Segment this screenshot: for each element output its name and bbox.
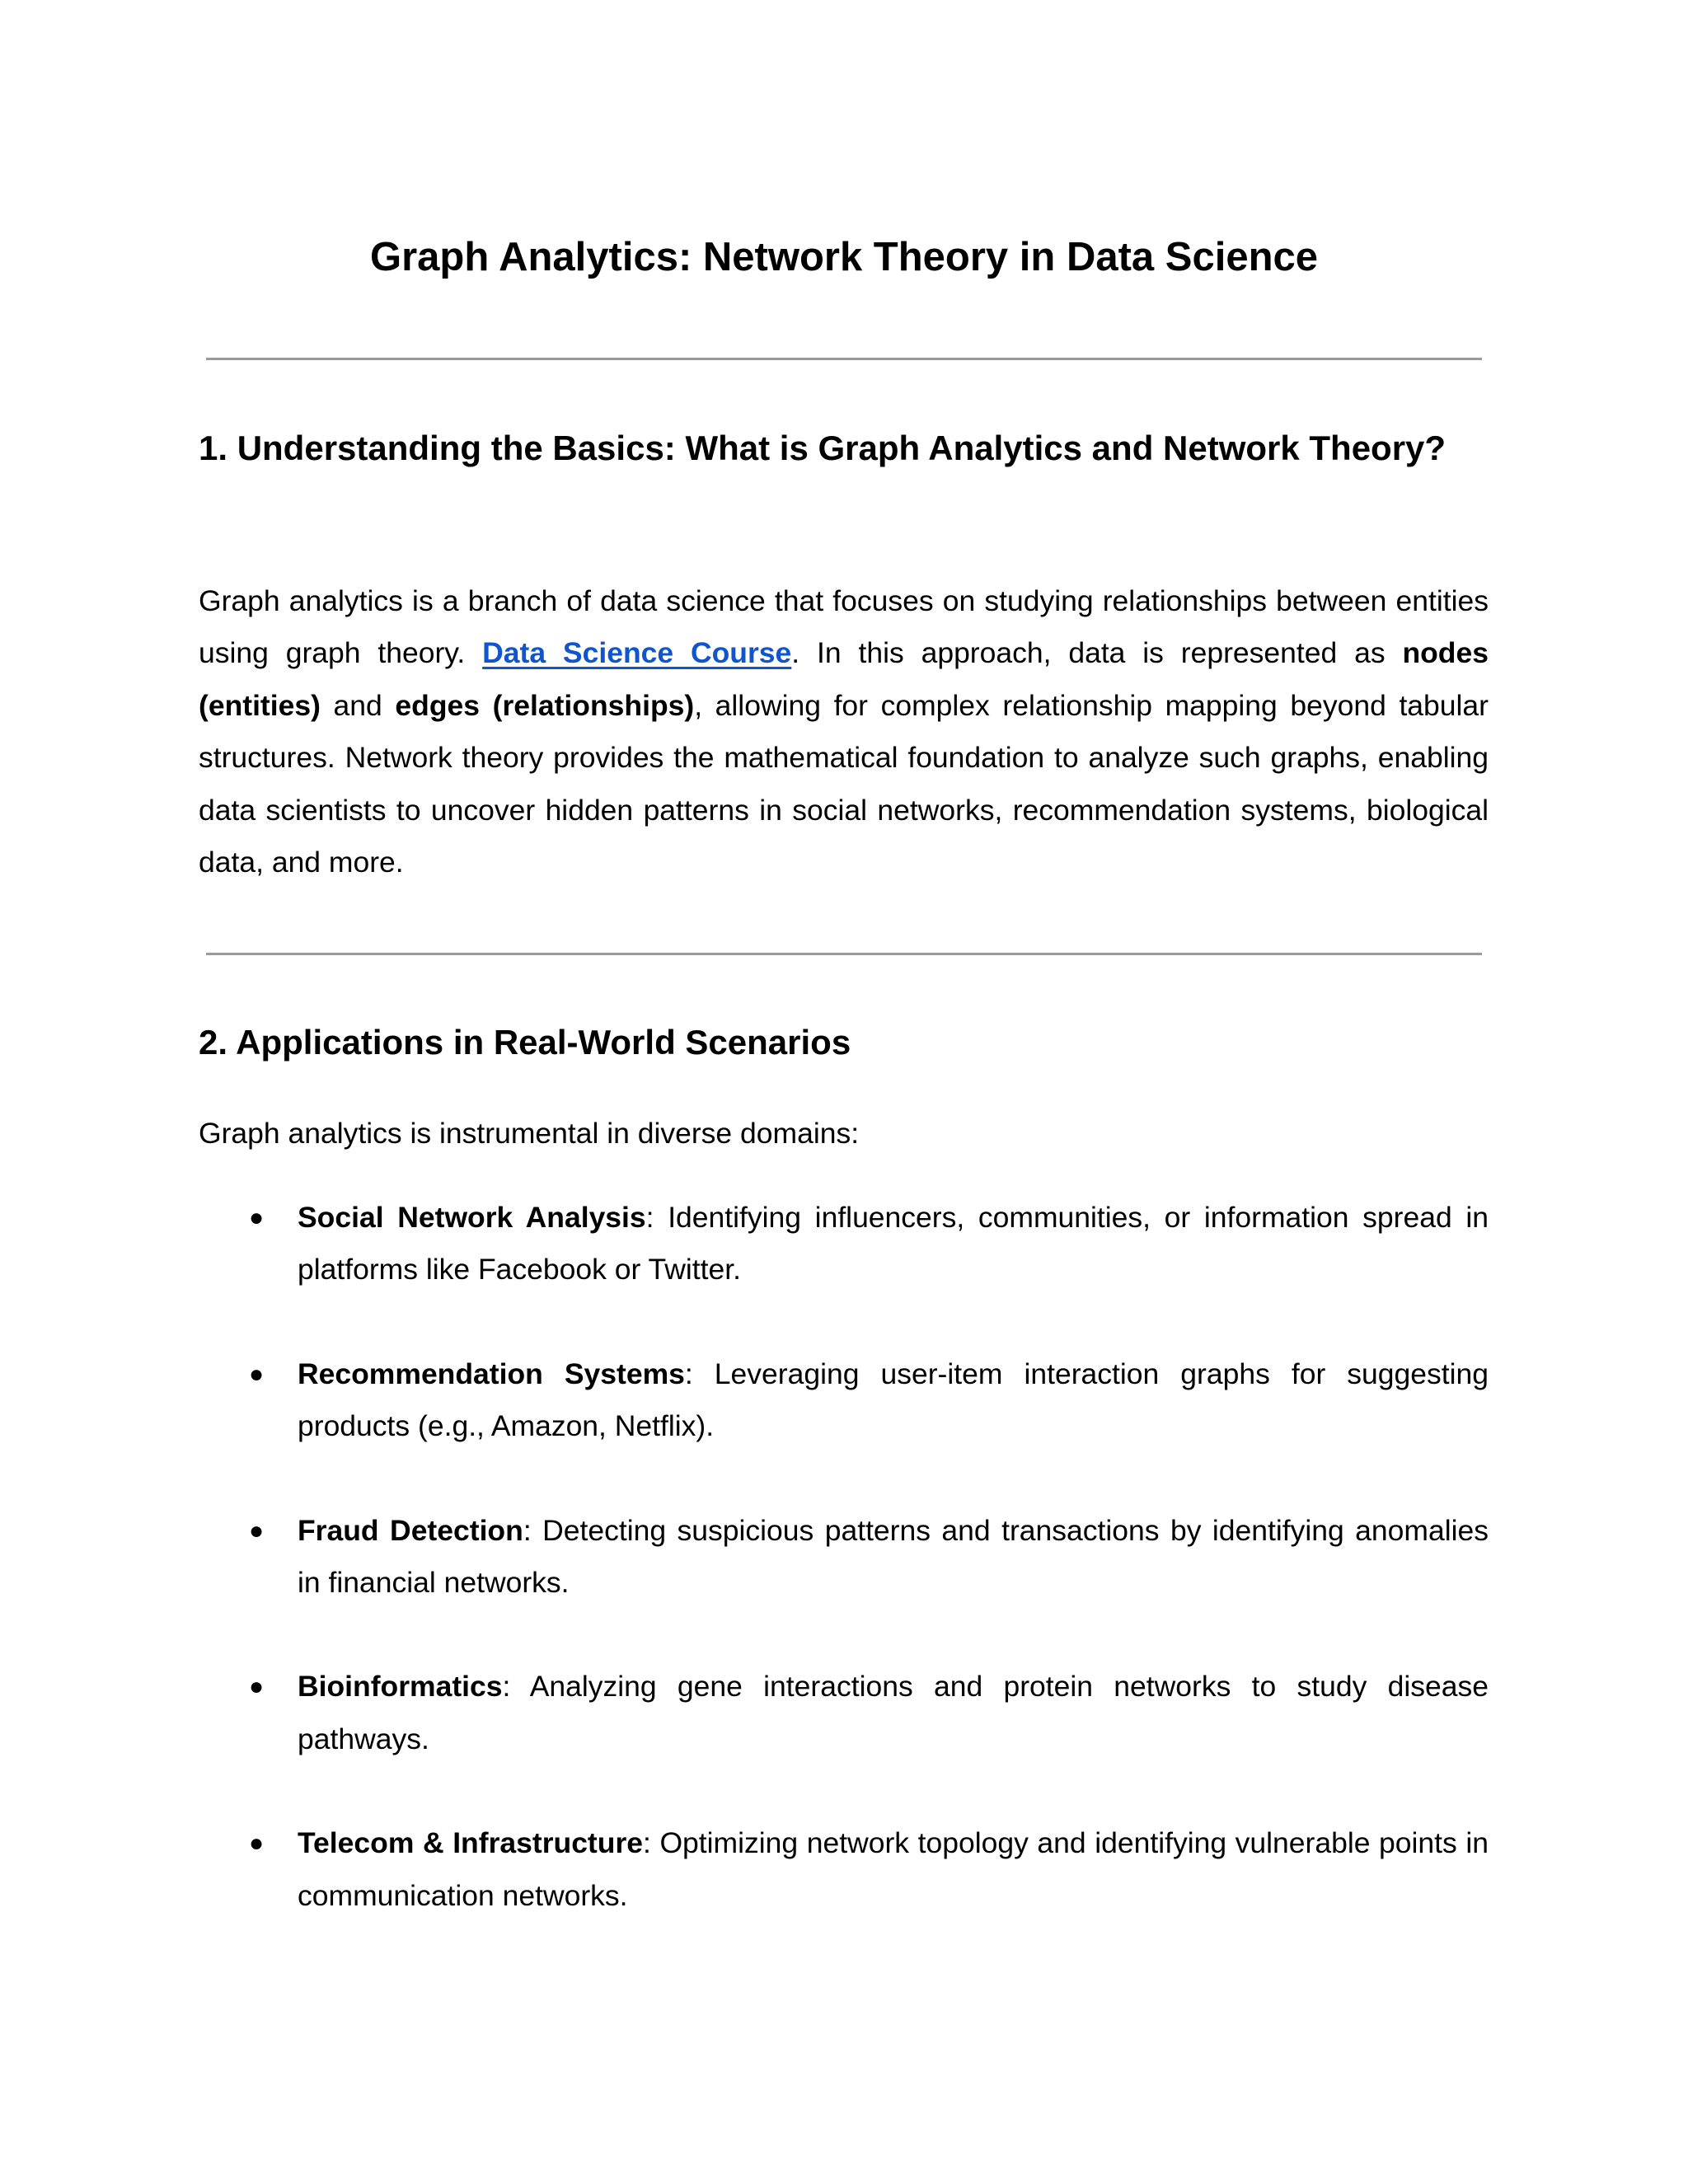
list-item-term: Bioinformatics bbox=[298, 1670, 503, 1704]
section-1-heading: 1. Understanding the Basics: What is Graph Analytics and Network Theory? bbox=[199, 429, 1447, 467]
horizontal-divider bbox=[206, 358, 1482, 360]
list-item bbox=[199, 1817, 1489, 1922]
list-item-term: Fraud Detection bbox=[298, 1513, 523, 1547]
data-science-course-link[interactable]: Data Science Course bbox=[482, 636, 792, 670]
list-item bbox=[199, 1348, 1489, 1453]
bullet-icon: ● bbox=[249, 1204, 265, 1231]
bullet-icon: ● bbox=[249, 1516, 265, 1544]
bold-nodes-text: nodes (entities) bbox=[199, 636, 1489, 722]
paragraph-text: , allowing for complex relationship mapping beyond tabular structures. Network theory provides the mathematical foundation to analyze such graphs, enabling data scientists to uncover hidden patterns in social networks, recommendation systems, biological data, and more. bbox=[199, 688, 1489, 879]
bold-edges-text: edges (relationships) bbox=[395, 688, 695, 722]
list-item-text: : Analyzing gene interactions and protein networks to study disease pathways. bbox=[298, 1670, 1489, 1755]
list-item-text: : Optimizing network topology and identifying vulnerable points in communication networks. bbox=[298, 1826, 1489, 1912]
bullet-icon: ● bbox=[249, 1673, 265, 1701]
paragraph-text: . In this approach, data is represented as bbox=[791, 636, 1403, 670]
list-item-text: : Detecting suspicious patterns and transactions by identifying anomalies in financial networks. bbox=[298, 1513, 1489, 1600]
bullet-icon: ● bbox=[249, 1360, 265, 1388]
list-item-term: Social Network Analysis bbox=[298, 1201, 646, 1234]
section-1-paragraph bbox=[199, 575, 1489, 888]
list-item bbox=[199, 1661, 1489, 1765]
list-item bbox=[199, 1192, 1489, 1296]
horizontal-divider bbox=[206, 953, 1482, 955]
list-item-text: : Leveraging user-item interaction graphs for suggesting products (e.g., Amazon, Netflix). bbox=[298, 1357, 1489, 1443]
list-item-text: : Identifying influencers, communities, or information spread in platforms like Facebook or Twitter. bbox=[298, 1201, 1489, 1286]
document-title: Graph Analytics: Network Theory in Data Science bbox=[369, 235, 1319, 279]
bullet-icon: ● bbox=[249, 1830, 265, 1858]
section-2-intro: Graph analytics is instrumental in diverse domains: bbox=[199, 1117, 860, 1150]
paragraph-text: and bbox=[320, 688, 396, 722]
list-item bbox=[199, 1505, 1489, 1610]
section-2-heading: 2. Applications in Real-World Scenarios bbox=[199, 1023, 851, 1062]
applications-list bbox=[199, 1192, 1489, 1974]
list-item-term: Recommendation Systems bbox=[298, 1357, 685, 1390]
list-item-term: Telecom & Infrastructure bbox=[298, 1826, 643, 1860]
paragraph-text: Graph analytics is a branch of data science that focuses on studying relationships between entities using graph theory. bbox=[199, 584, 1489, 670]
